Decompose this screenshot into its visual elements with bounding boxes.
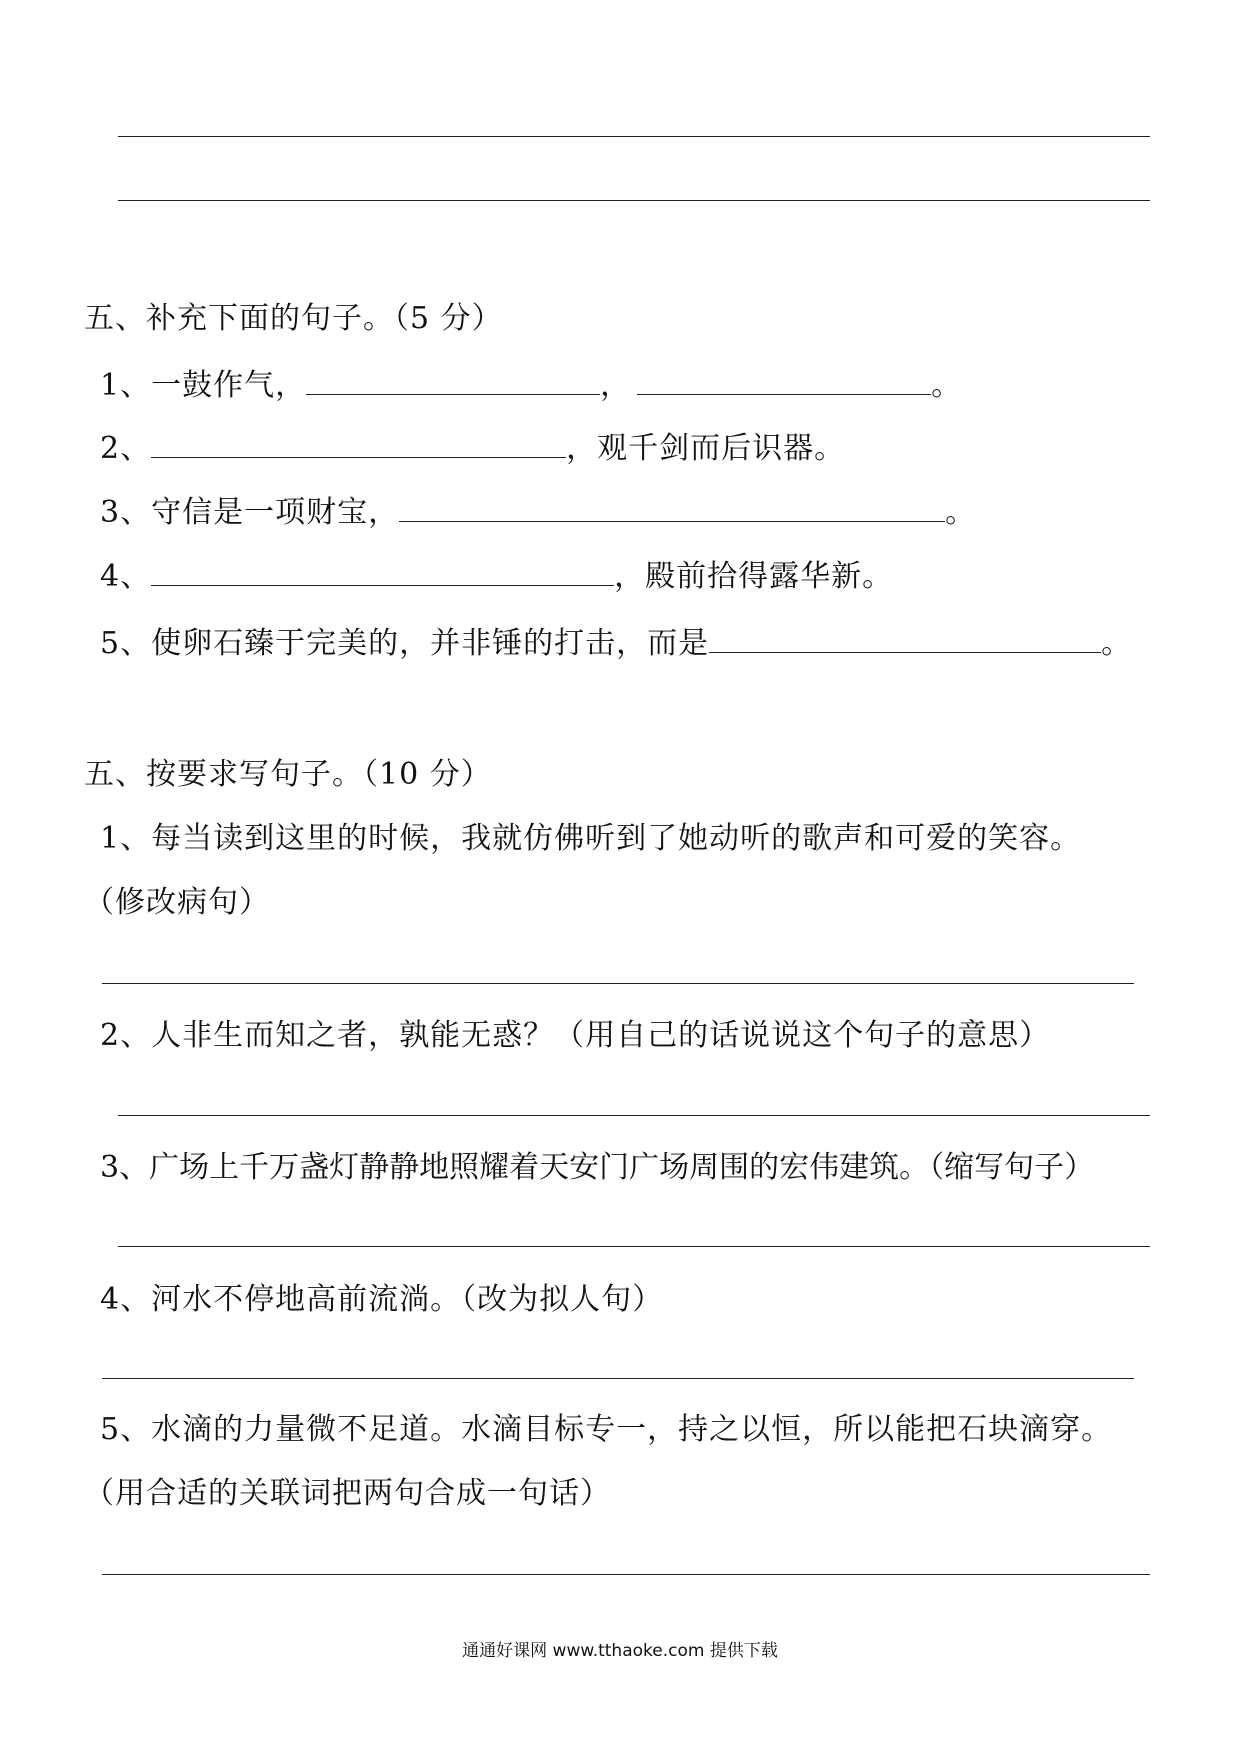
answer-line-top-1[interactable] (118, 136, 1150, 137)
answer-line-3[interactable] (118, 1246, 1150, 1247)
fill-blank[interactable] (151, 449, 566, 458)
fill-item-5 (100, 624, 1132, 664)
item-text: ，殿前拾得露华新。 (614, 559, 894, 594)
rewrite-item-4: 4、河水不停地高前流淌。（改为拟人句） (100, 1282, 664, 1317)
item-text: 。 (945, 495, 977, 530)
item-number: 3、 (100, 495, 152, 530)
fill-item-3 (100, 493, 976, 533)
item-text: 。 (931, 368, 963, 403)
answer-line-2[interactable] (118, 1115, 1150, 1116)
rewrite-item-2: 2、人非生而知之者，孰能无惑？（用自己的话说说这个句子的意思） (100, 1018, 1051, 1053)
rewrite-item-1-line2: （修改病句） (84, 885, 270, 920)
item-text: ， (600, 368, 632, 403)
fill-item-4 (100, 557, 893, 597)
section-rewrite-heading: 五、按要求写句子。（10 分） (84, 757, 492, 792)
fill-item-1 (100, 366, 962, 406)
item-number: 1、 (100, 368, 152, 403)
item-text: 守信是一项财宝， (151, 495, 400, 530)
item-text: 。 (1101, 626, 1133, 661)
item-number: 4、 (100, 559, 152, 594)
item-text: 使卵石臻于完美的，并非锤的打击，而是 (151, 626, 710, 661)
item-text: 一鼓作气， (151, 368, 307, 403)
answer-line-5[interactable] (102, 1574, 1150, 1575)
section-fill-heading: 五、补充下面的句子。（5 分） (84, 301, 503, 336)
rewrite-item-3: 3、广场上千万盏灯静静地照耀着天安门广场周围的宏伟建筑。（缩写句子） (100, 1150, 1095, 1185)
rewrite-item-5-line2: （用合适的关联词把两句合成一句话） (84, 1476, 611, 1511)
rewrite-item-1-line1: 1、每当读到这里的时候，我就仿佛听到了她动听的歌声和可爱的笑容。 (100, 821, 1082, 856)
fill-blank[interactable] (637, 386, 931, 395)
answer-line-4[interactable] (102, 1378, 1134, 1379)
item-number: 5、 (100, 626, 152, 661)
fill-blank[interactable] (306, 386, 600, 395)
answer-line-1[interactable] (102, 983, 1134, 984)
fill-item-2 (100, 429, 845, 469)
page-footer: 通通好课网 www.tthaoke.com 提供下载 (462, 1641, 778, 1661)
answer-line-top-2[interactable] (118, 200, 1150, 201)
item-number: 2、 (100, 431, 152, 466)
rewrite-item-5-line1: 5、水滴的力量微不足道。水滴目标专一，持之以恒，所以能把石块滴穿。 (100, 1412, 1113, 1447)
fill-blank[interactable] (709, 644, 1101, 653)
item-text: ，观千剑而后识器。 (566, 431, 846, 466)
fill-blank[interactable] (399, 513, 945, 522)
fill-blank[interactable] (151, 577, 614, 586)
